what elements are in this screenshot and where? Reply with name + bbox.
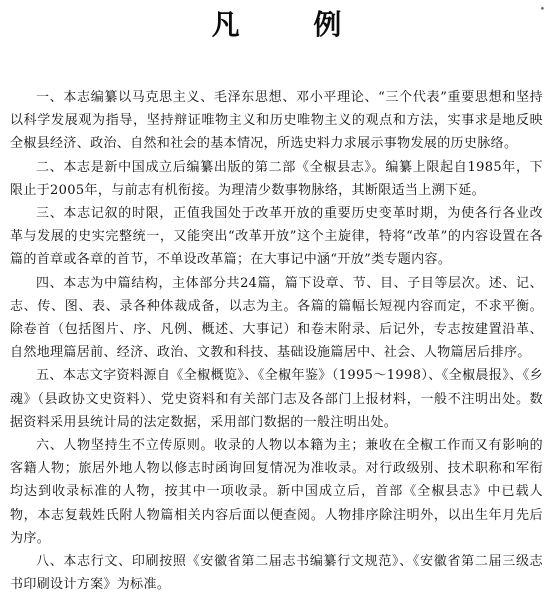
document-body [10, 86, 543, 596]
page-title: 凡 例 [211, 8, 374, 41]
corner-mark: • [539, 5, 545, 15]
paragraph-3: 三、本志记叙的时限，正值我国处于改革开放的重要历史变革时期，为使各行各业改革与发展的史实完整统一，又能突出“改革开放”这个主旋律，特将“改革”的内容设置在各篇的首章或各章的首节，不单设改革篇；在大事记中涵“开放”类专题内容。 [10, 206, 543, 268]
paragraph-5: 五、本志文字资料源自《全椒概览》、《全椒年鉴》（1995～1998）、《全椒晨报》、《乡魂》（县政协文史资料）、党史资料和有关部门志及各部门上报材料，一般不注明出处。数据资料采用县统计局的法定数据，采用部门数据的一般注明出处。 [10, 368, 543, 430]
paragraph-8: 八、本志行文、印刷按照《安徽省第二届志书编纂行文规范》、《安徽省第二届三级志书印刷设计方案》为标准。 [10, 554, 543, 593]
paragraph-2: 二、本志是新中国成立后编纂出版的第二部《全椒县志》。编纂上限起自1985年，下限止于2005年，与前志有机衔接。为理清少数事物脉络，其断限适当上溯下延。 [10, 159, 543, 198]
paragraph-1: 一、本志编纂以马克思主义、毛泽东思想、邓小平理论、“三个代表”重要思想和坚持以科学发展观为指导，坚持辩证唯物主义和历史唯物主义的观点和方法，实事求是地反映全椒县经济、政治、自然和社会的基本情况，所选史料力求展示事物发展的历史脉络。 [10, 90, 543, 152]
paragraph-4: 四、本志为中篇结构，主体部分共24篇，篇下设章、节、目、子目等层次。述、记、志、传、图、表、录各种体裁成备，以志为主。各篇的篇幅长短视内容而定，不求平衡。除卷首（包括图片、序、凡例、概述、大事记）和卷末附录、后记外，专志按建置沿革、自然地理篇居前、经济、政治、文教和科技、基础设施篇居中、社会、人物篇居后排序。 [10, 275, 543, 361]
paragraph-6: 六、人物坚持生不立传原则。收录的人物以本籍为主；兼收在全椒工作而又有影响的客籍人物；旅居外地人物以修志时函询回复情况为准收录。对行政级别、技术职称和军衔均达到收录标准的人物，按其中一项收录。新中国成立后，首部《全椒县志》中已载人物，本志复载姓氏附人物篇相关内容后面以便查阅。人物排序除注明外，以出生年月先后为序。 [10, 438, 543, 546]
